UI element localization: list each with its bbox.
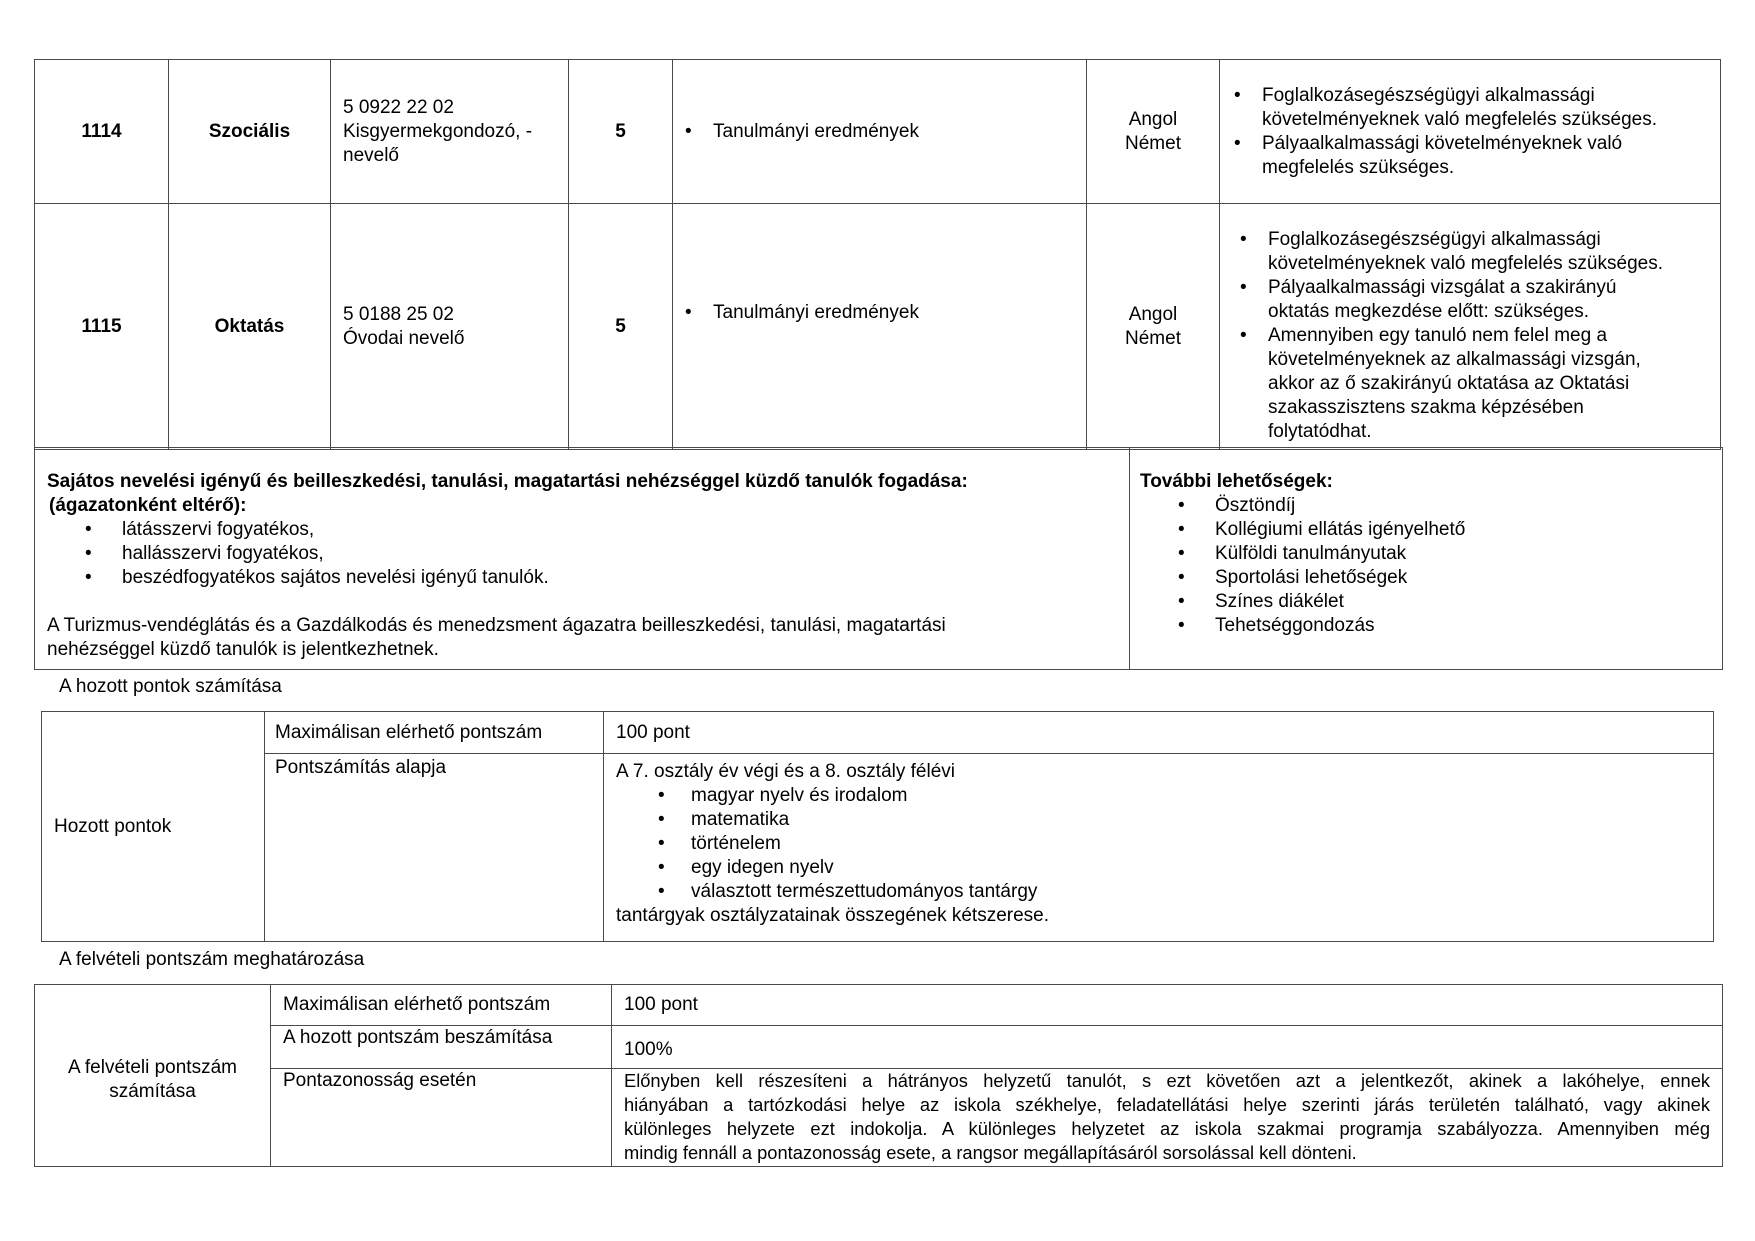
qualification-cell: [331, 204, 569, 450]
basis-intro: A 7. osztály év végi és a 8. osztály félévi: [616, 761, 956, 782]
criteria-cell: [673, 60, 1087, 204]
special-needs-note: nehézséggel küzdő tanulók is jelentkezhetnek.: [47, 639, 439, 660]
further-option-item: • Ösztöndíj: [1178, 495, 1296, 516]
special-needs-item: • beszédfogyatékos sajátos nevelési igényű tanulók.: [85, 567, 549, 588]
tie-line: különleges helyzete ezt indokolja. A különleges helyzetet az iskola szakmai programja szabályozza. Amennyiben még: [624, 1118, 1710, 1139]
note-item: • Foglalkozásegészségügyi alkalmassági követelményeknek való megfelelés szükséges.: [1240, 229, 1663, 274]
max-points-value: 100 pont: [604, 712, 1714, 754]
level: 5: [569, 60, 673, 204]
further-options-cell: [1130, 448, 1723, 670]
max-points-value: 100 pont: [612, 985, 1723, 1026]
tie-line: hiányában a tartózkodási helye az iskola székhelye, feladatellátási helye szerinti járás területén található, vagy akinek: [624, 1094, 1710, 1115]
program-row: [35, 204, 1721, 450]
sector-name: Szociális: [169, 60, 331, 204]
qualification-code: 5 0188 25 02: [343, 303, 454, 325]
special-needs-heading: Sajátos nevelési igényű és beilleszkedési, tanulási, magatartási nehézséggel küzdő tanulók fogadása:: [47, 471, 968, 492]
further-option-item: • Színes diákélet: [1178, 591, 1344, 612]
program-code: 1115: [35, 204, 169, 450]
language: Angol: [1128, 108, 1178, 130]
subject-item: • történelem: [658, 833, 781, 854]
basis-outro: tantárgyak osztályzatainak összegének kétszerese.: [616, 905, 1050, 926]
basis-cell: [604, 754, 1714, 942]
qualification-line: nevelő: [343, 144, 399, 166]
language: Német: [1125, 327, 1181, 349]
subject-item: • egy idegen nyelv: [658, 857, 834, 878]
note-item: • Pályaalkalmassági vizsgálat a szakirányú oktatás megkezdése előtt: szükséges.: [1240, 277, 1617, 322]
criteria-cell: [673, 204, 1087, 450]
special-needs-note: A Turizmus-vendéglátás és a Gazdálkodás és menedzsment ágazatra beilleszkedési, tanulási, magatartási: [47, 615, 946, 636]
language: Angol: [1128, 303, 1178, 325]
admission-points-label: A felvételi pontszám számítása: [35, 985, 271, 1167]
further-option-item: • Külföldi tanulmányutak: [1178, 543, 1407, 564]
program-row: [35, 60, 1721, 204]
brought-points-label: Hozott pontok: [42, 712, 265, 942]
max-points-label: Maximálisan elérhető pontszám: [265, 712, 604, 754]
section-title: A hozott pontok számítása: [59, 676, 282, 697]
note-item: • Foglalkozásegészségügyi alkalmassági követelményeknek való megfelelés szükséges.: [1234, 84, 1657, 130]
special-needs-cell: [35, 448, 1130, 670]
carry-over-label: A hozott pontszám beszámítása: [271, 1026, 612, 1069]
qualification-line: Óvodai nevelő: [343, 327, 465, 349]
subject-item: • magyar nyelv és irodalom: [658, 785, 908, 806]
tie-label: Pontazonosság esetén: [271, 1069, 612, 1167]
criteria-item: • Tanulmányi eredmények: [685, 120, 919, 142]
further-option-item: • Sportolási lehetőségek: [1178, 567, 1408, 588]
further-option-item: • Tehetséggondozás: [1178, 615, 1375, 636]
language: Német: [1125, 132, 1181, 154]
info-table: [34, 447, 1723, 670]
sector-name: Oktatás: [169, 204, 331, 450]
notes-cell: [1220, 204, 1721, 450]
max-points-label: Maximálisan elérhető pontszám: [271, 985, 612, 1026]
languages-cell: [1087, 204, 1220, 450]
criteria-item: • Tanulmányi eredmények: [685, 302, 919, 323]
special-needs-item: • látásszervi fogyatékos,: [85, 519, 315, 540]
further-option-item: • Kollégiumi ellátás igényelhető: [1178, 519, 1466, 540]
subject-item: • matematika: [658, 809, 790, 830]
section-title: A felvételi pontszám meghatározása: [59, 949, 365, 970]
note-item: • Amennyiben egy tanuló nem felel meg a követelményeknek az alkalmassági vizsgán, akkor az ő szakirányú oktatása az Oktatási szakasszisztens szakma képzésében folytatódhat.: [1240, 325, 1641, 442]
notes-cell: [1220, 60, 1721, 204]
carry-over-value: 100%: [612, 1026, 1723, 1069]
program-code: 1114: [35, 60, 169, 204]
special-needs-item: • hallásszervi fogyatékos,: [85, 543, 324, 564]
tie-line: Előnyben kell részesíteni a hátrányos helyzetű tanulót, s ezt követően azt a jelentkezőt, akinek a lakóhelye, ennek: [624, 1070, 1710, 1091]
tie-cell: [612, 1069, 1723, 1167]
qualification-cell: [331, 60, 569, 204]
level: 5: [569, 204, 673, 450]
basis-label: Pontszámítás alapja: [265, 754, 604, 942]
qualification-code: 5 0922 22 02: [343, 96, 454, 118]
further-options-heading: További lehetőségek:: [1140, 471, 1333, 492]
special-needs-subheading: (ágazatonként eltérő):: [49, 495, 247, 516]
subject-item: • választott természettudományos tantárgy: [658, 881, 1038, 902]
note-item: • Pályaalkalmassági követelményeknek való megfelelés szükséges.: [1234, 132, 1623, 178]
brought-points-table: [41, 711, 1714, 942]
programs-table: [34, 59, 1721, 450]
tie-line: mindig fennáll a pontazonosság esete, a rangsor megállapításáról sorsolással kell dönteni.: [624, 1142, 1357, 1163]
admission-points-table: [34, 984, 1723, 1167]
languages-cell: [1087, 60, 1220, 204]
qualification-line: Kisgyermekgondozó, -: [343, 120, 533, 142]
